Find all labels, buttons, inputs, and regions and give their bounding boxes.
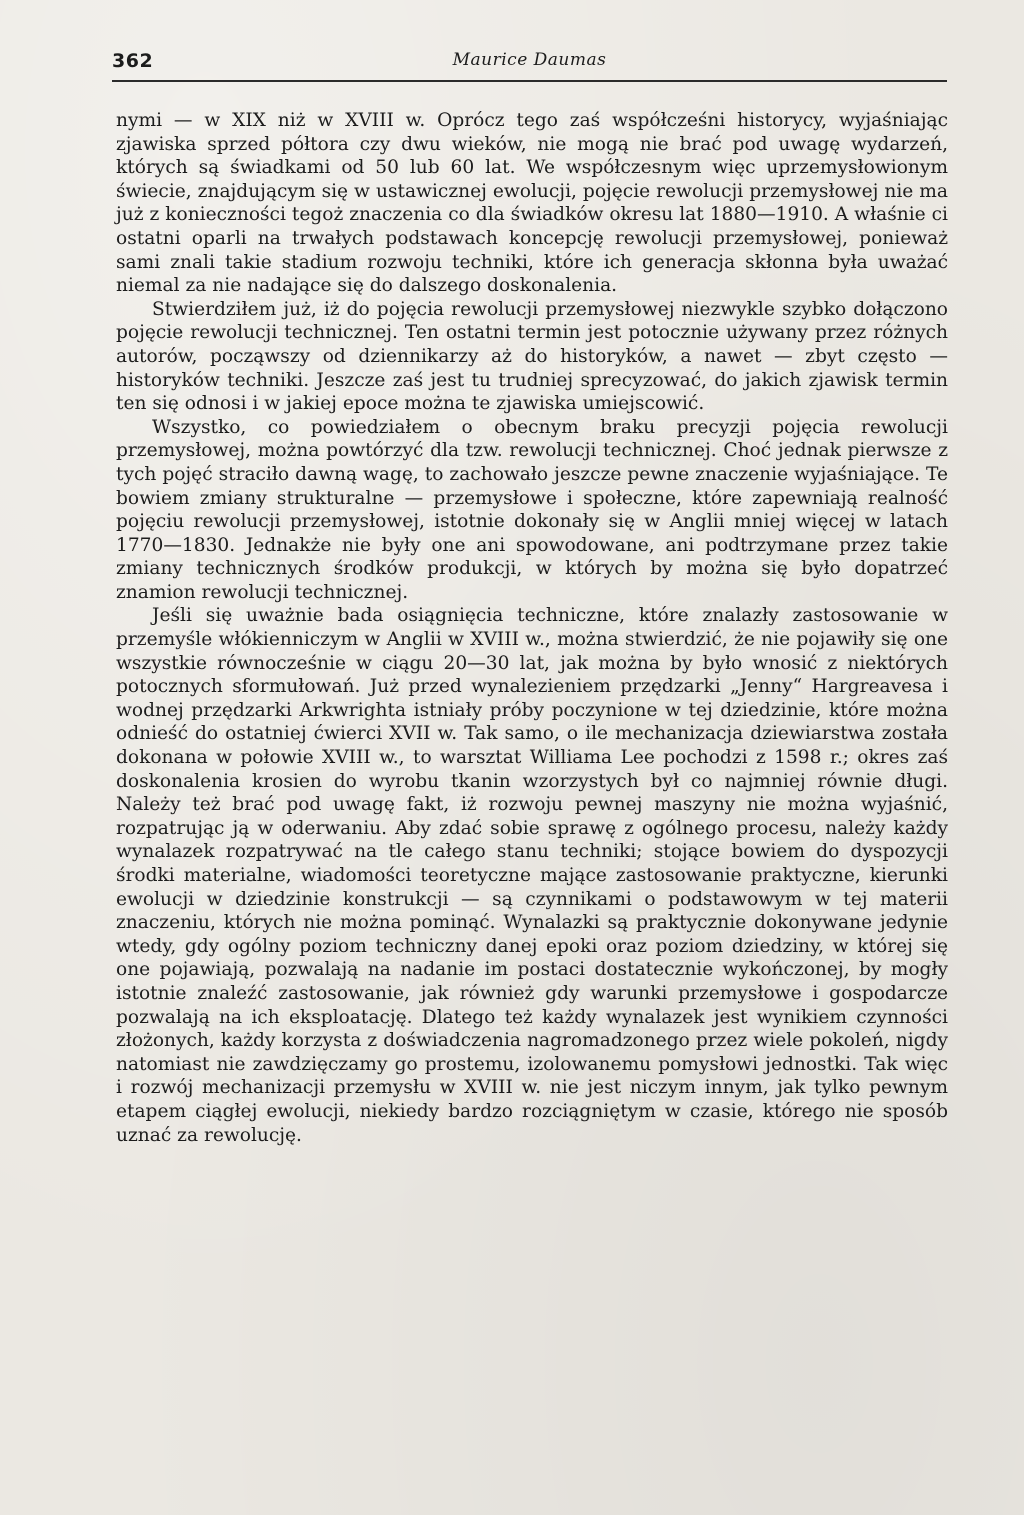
running-title: Maurice Daumas <box>452 50 607 70</box>
paragraph: Stwierdziłem już, iż do pojęcia rewolucji przemysłowej niezwykle szybko dołączono pojęcie rewolucji technicznej. Ten ostatni termin jest potocznie używany przez różnych autorów, począwszy od dziennikarzy aż do historyków, a nawet — zbyt często — historyków techniki. Jeszcze zaś jest tu trudniej sprecyzować, do jakich zjawisk termin ten się odnosi i w jakiej epoce można te zjawiska umiejscowić. <box>116 298 948 415</box>
page-header <box>112 50 947 82</box>
body-text <box>116 109 948 1147</box>
paragraph: Wszystko, co powiedziałem o obecnym braku precyzji pojęcia rewolucji przemysłowej, można powtórzyć dla tzw. rewolucji technicznej. Choć jednak pierwsze z tych pojęć straciło dawną wagę, to zachowało jeszcze pewne znaczenie wyjaśniające. Te bowiem zmiany strukturalne — przemysłowe i społeczne, które zapewniają realność pojęciu rewolucji przemysłowej, istotnie dokonały się w Anglii mniej więcej w latach 1770—1830. Jednakże nie były one ani spowodowane, ani podtrzymane przez takie zmiany technicznych środków produkcji, w których by można się było dopatrzeć znamion rewolucji technicznej. <box>116 416 948 603</box>
page-number: 362 <box>112 50 154 72</box>
paragraph: Jeśli się uważnie bada osiągnięcia techniczne, które znalazły zastosowanie w przemyśle włókienniczym w Anglii w XVIII w., można stwierdzić, że nie pojawiły się one wszystkie równocześnie w ciągu 20—30 lat, jak można by było wnosić z niektórych potocznych sformułowań. Już przed wynalezieniem przędzarki „Jenny“ Hargreavesa i wodnej przędzarki Arkwrighta istniały próby poczynione w tej dziedzinie, które można odnieść do ostatniej ćwierci XVII w. Tak samo, o ile mechanizacja dziewiarstwa została dokonana w połowie XVIII w., to warsztat Williama Lee pochodzi z 1598 r.; okres zaś doskonalenia krosien do wyrobu tkanin wzorzystych był co najmniej równie długi. Należy też brać pod uwagę fakt, iż rozwoju pewnej maszyny nie można wyjaśnić, rozpatrując ją w oderwaniu. Aby zdać sobie sprawę z ogólnego procesu, należy każdy wynalazek rozpatrywać na tle całego stanu techniki; stojące bowiem do dyspozycji środki materialne, wiadomości teoretyczne mające zastosowanie praktyczne, kierunki ewolucji w dziedzinie konstrukcji — są czynnikami o podstawowym w tej materii znaczeniu, których nie można pominąć. Wynalazki są praktycznie dokonywane jedynie wtedy, gdy ogólny poziom techniczny danej epoki oraz poziom dziedziny, w której się one pojawiają, pozwalają na nadanie im postaci dostatecznie wykończonej, by mogły istotnie znaleźć zastosowanie, jak również gdy warunki przemysłowe i gospodarcze pozwalają na ich eksploatację. Dlatego też każdy wynalazek jest wynikiem czynności złożonych, każdy korzysta z doświadczenia nagromadzonego przez wiele pokoleń, nigdy natomiast nie zawdzięczamy go prostemu, izolowanemu pomysłowi jednostki. Tak więc i rozwój mechanizacji przemysłu w XVIII w. nie jest niczym innym, jak tylko pewnym etapem ciągłej ewolucji, niekiedy bardzo rozciągniętym w czasie, którego nie sposób uznać za rewolucję. <box>116 605 948 1146</box>
paragraph-continued: nymi — w XIX niż w XVIII w. Oprócz tego zaś współcześni historycy, wyjaśniając zjawiska sprzed półtora czy dwu wieków, nie mogą nie brać pod uwagę wydarzeń, których są świadkami od 50 lub 60 lat. We współczesnym więc uprzemysłowionym świecie, znajdującym się w ustawicznej ewolucji, pojęcie rewolucji przemysłowej nie ma już z konieczności tegoż znaczenia co dla świadków okresu lat 1880—1910. A właśnie ci ostatni oparli na trwałych podstawach koncepcję rewolucji przemysłowej, ponieważ sami znali takie stadium rozwoju techniki, które ich generacja skłonna była uważać niemal za nie nadające się do dalszego doskonalenia. <box>116 110 948 297</box>
